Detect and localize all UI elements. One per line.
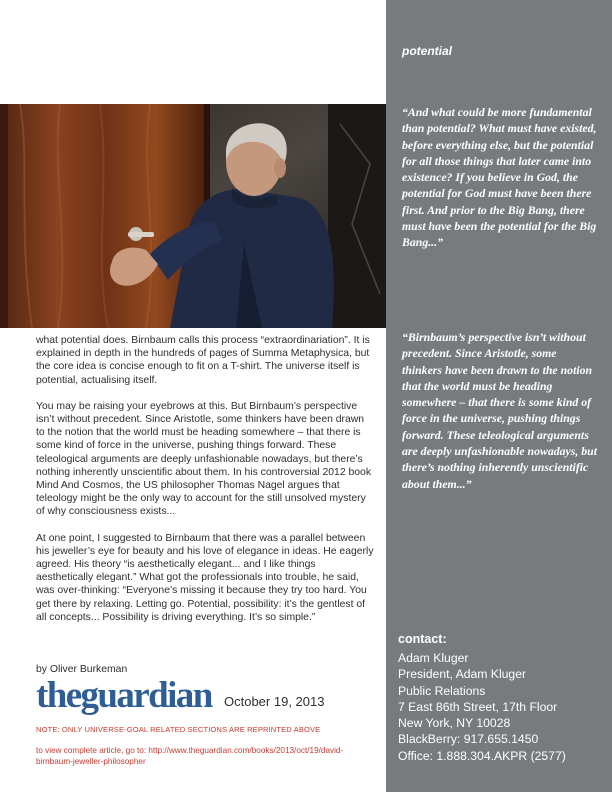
contact-company: Public Relations	[398, 683, 486, 698]
article-photo	[0, 104, 386, 328]
contact-name: Adam Kluger	[398, 651, 469, 665]
article-paragraph: You may be raising your eyebrows at this. But Birnbaum’s perspective isn’t without precedent. Since Aristotle, some thinkers have been drawn to the notion that the world must be heading somewhere – that there is some kind of force in the universe, pushing things forward. These teleological arguments are deeply unfashionable nowadays, but there’s nothing inherently unscientific about them. In his controversial 2012 book Mind And Cosmos, the US philosopher Thomas Nagel argues that teleology might be the only way to account for the still unsolved mystery of why consciousness exists...	[36, 400, 372, 518]
logo-the: the	[36, 675, 81, 716]
sidebar	[386, 0, 612, 792]
contact-city: New York, NY 10028	[398, 716, 511, 731]
article-body	[36, 334, 374, 637]
contact-office-phone: Office: 1.888.304.AKPR (2577)	[398, 748, 566, 763]
logo-guardian: guardian	[80, 675, 212, 716]
sidebar-heading: potential	[402, 44, 452, 58]
contact-blackberry: BlackBerry: 917.655.1450	[398, 732, 539, 747]
article-paragraph: At one point, I suggested to Birnbaum that there was a parallel between his jeweller’s eye for beauty and his love of elegance in ideas. He eagerly agreed. His theory “is aesthetically elegant... and I like things aesthetically elegant.” What got the professionals into trouble, he said, was over-thinking: “Everyone’s missing it because they try too hard. You get there by relaxing. Letting go. Potential, possibility: it’s the gentlest of all concepts... Possibility is driving everything. It’s so simple.”	[36, 532, 374, 623]
contact-title: President, Adam Kluger	[398, 667, 527, 682]
article-paragraph: what potential does. Birnbaum calls this process “extraordinariation”. It is explained in depth in the hundreds of pages of Summa Metaphysica, but the core idea is concise enough to fit on a T-shirt. The universe itself is potential, actualising itself.	[36, 335, 370, 386]
pull-quote-potential: “And what could be more fundamental than potential? What must have existed, before everything else, but the potential for all those things that later came into existence? If you believe in God, the potential for God must have been there first. And prior to the Big Bang, there must have been the potential for the Big Bang...”	[402, 105, 597, 250]
man-at-door-photo	[0, 104, 386, 328]
article-link[interactable]: to view complete article, go to: http://www.theguardian.com/books/2013/oct/19/david-birnbaum-jeweller-philosopher	[36, 746, 344, 766]
contact-label: contact:	[398, 632, 447, 646]
publication-date: October 19, 2013	[224, 694, 325, 709]
guardian-logo	[36, 676, 222, 716]
pull-quote-perspective: “Birnbaum’s perspective isn’t without precedent. Since Aristotle, some thinkers have been drawn to the notion that the world must be heading somewhere – that there is some kind of force in the universe, pushing things forward. These teleological arguments are deeply unfashionable nowadays, but there’s nothing inherently unscientific about them...”	[402, 330, 597, 491]
byline: by Oliver Burkeman	[36, 664, 128, 675]
reprint-note: NOTE: ONLY UNIVERSE-GOAL RELATED SECTIONS ARE REPRINTED ABOVE	[36, 725, 321, 734]
contact-street: 7 East 86th Street, 17th Floor	[398, 699, 558, 714]
contact-details	[398, 650, 610, 764]
